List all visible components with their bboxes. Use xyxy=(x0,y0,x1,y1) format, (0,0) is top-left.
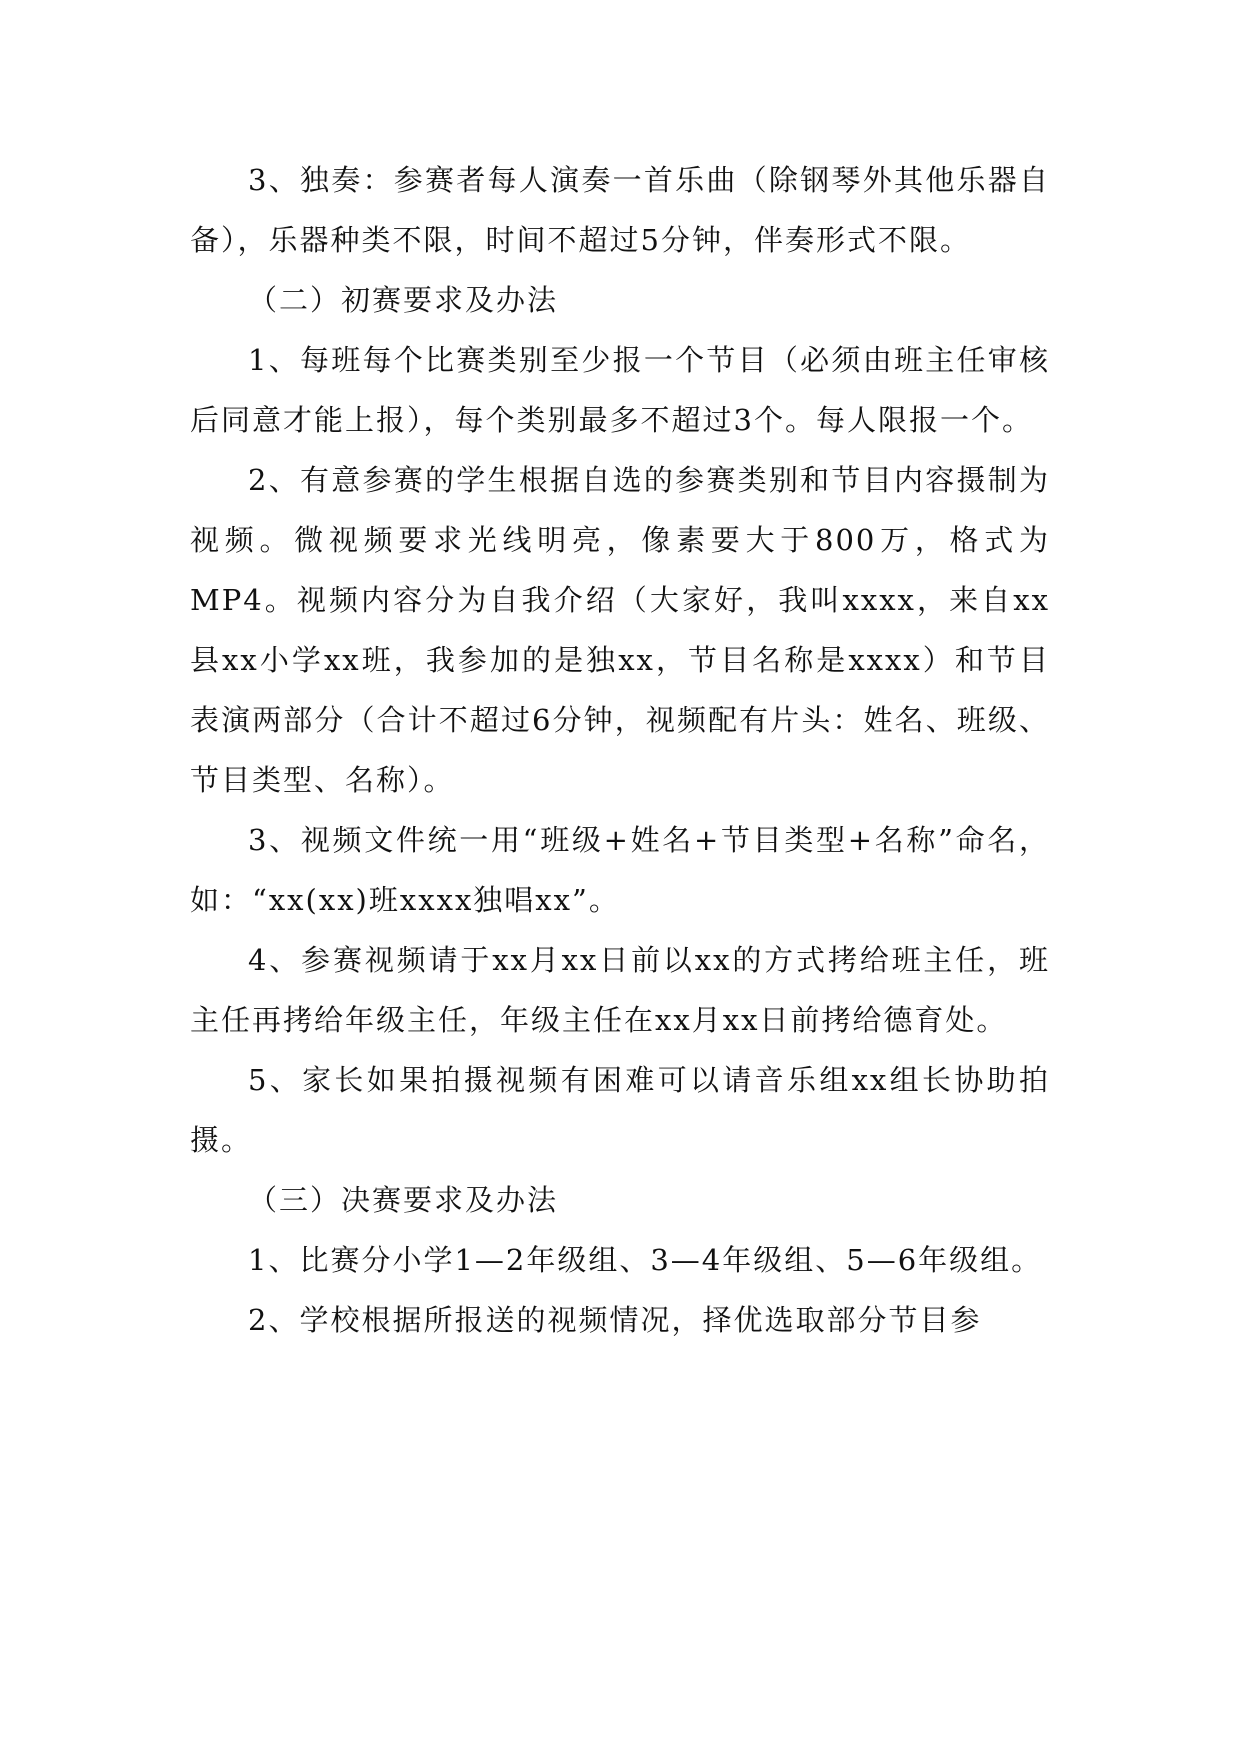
document-page xyxy=(190,150,1050,1350)
paragraph-preliminary-item-1: 1、每班每个比赛类别至少报一个节目（必须由班主任审核后同意才能上报），每个类别最多不超过3个。每人限报一个。 xyxy=(190,343,1050,437)
paragraph-preliminary-item-4: 4、参赛视频请于xx月xx日前以xx的方式拷给班主任，班主任再拷给年级主任，年级主任在xx月xx日前拷给德育处。 xyxy=(190,943,1050,1037)
paragraph-preliminary-item-5: 5、家长如果拍摄视频有困难可以请音乐组xx组长协助拍摄。 xyxy=(190,1063,1050,1157)
paragraph-preliminary-item-3: 3、视频文件统一用“班级+姓名+节目类型+名称”命名，如：“xx(xx)班xxxx独唱xx”。 xyxy=(190,823,1050,917)
paragraph-final-item-1: 1、比赛分小学1—2年级组、3—4年级组、5—6年级组。 xyxy=(248,1243,1043,1277)
paragraph-preliminary-item-2: 2、有意参赛的学生根据自选的参赛类别和节目内容摄制为视频。微视频要求光线明亮，像素要大于800万，格式为MP4。视频内容分为自我介绍（大家好，我叫xxxx，来自xx县xx小学xx班，我参加的是独xx，节目名称是xxxx）和节目表演两部分（合计不超过6分钟，视频配有片头：姓名、班级、节目类型、名称）。 xyxy=(190,463,1050,797)
paragraph-solo-performance: 3、独奏：参赛者每人演奏一首乐曲（除钢琴外其他乐器自备），乐器种类不限，时间不超过5分钟，伴奏形式不限。 xyxy=(190,163,1050,257)
section-heading-final: （三）决赛要求及办法 xyxy=(248,1183,559,1217)
paragraph-final-item-2: 2、学校根据所报送的视频情况，择优选取部分节目参 xyxy=(248,1303,982,1337)
section-heading-preliminary: （二）初赛要求及办法 xyxy=(248,283,559,317)
